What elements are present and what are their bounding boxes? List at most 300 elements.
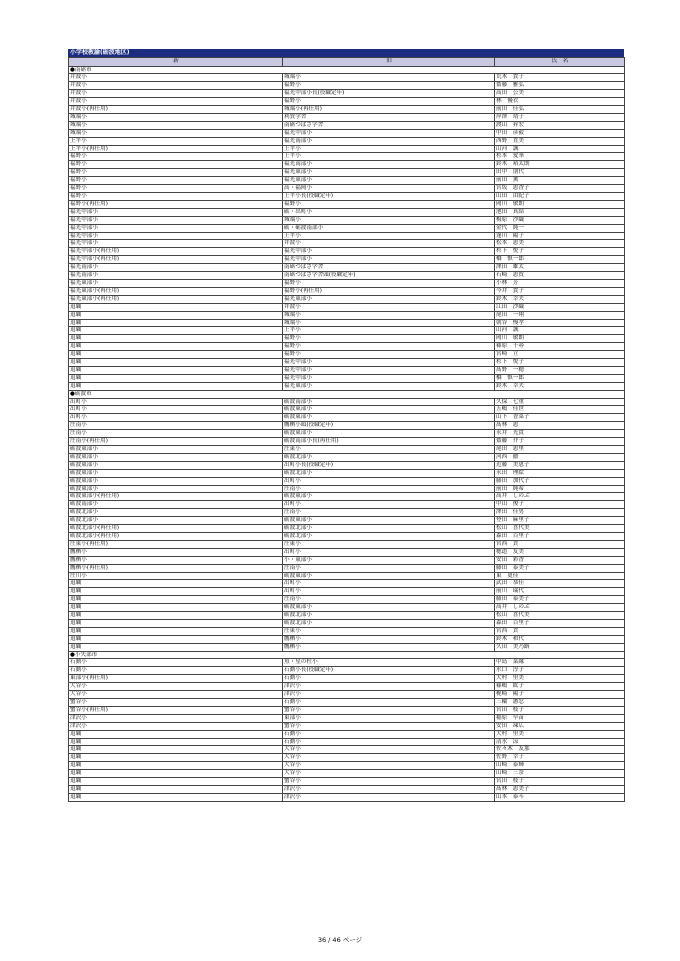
cell-person-name: 髙林 恵 bbox=[495, 422, 625, 430]
cell-old-school: 津沢小 bbox=[283, 691, 495, 699]
table-row bbox=[69, 374, 625, 382]
cell-person-name: 大村 里美 bbox=[495, 730, 625, 738]
table-row bbox=[69, 327, 625, 335]
cell-old-school: 利賀学舎 bbox=[283, 113, 495, 121]
table-row bbox=[69, 619, 625, 627]
table-row bbox=[69, 129, 625, 137]
cell-person-name: 橋 慎一郎 bbox=[495, 374, 625, 382]
cell-old-school: 上平小 bbox=[283, 145, 495, 153]
cell-person-name: 松本 恵美 bbox=[495, 240, 625, 248]
cell-new-school: 退職 bbox=[69, 643, 283, 651]
cell-old-school: 福光中部小 bbox=[283, 374, 495, 382]
cell-person-name: 松山 喜代美 bbox=[495, 525, 625, 533]
cell-old-school: 上平小 bbox=[283, 327, 495, 335]
cell-old-school: 南砺つばさ学舎 bbox=[283, 121, 495, 129]
cell-new-school: 福光東部小(再任用) bbox=[69, 295, 283, 303]
cell-old-school: 石動小 bbox=[283, 675, 495, 683]
cell-old-school: 福野小 bbox=[283, 82, 495, 90]
cell-new-school: 石動小 bbox=[69, 659, 283, 667]
table-row bbox=[69, 778, 625, 786]
cell-old-school: 砺・出町小 bbox=[283, 208, 495, 216]
cell-old-school: 出町小 bbox=[283, 501, 495, 509]
cell-person-name: 藤田 泰美子 bbox=[495, 596, 625, 604]
cell-new-school: 砺波東部小 bbox=[69, 461, 283, 469]
cell-old-school: 福光中部小 bbox=[283, 366, 495, 374]
cell-old-school: 東部小 bbox=[283, 714, 495, 722]
cell-new-school: 退職 bbox=[69, 754, 283, 762]
cell-new-school: 津沢小 bbox=[69, 722, 283, 730]
cell-old-school: 福光東部小 bbox=[283, 382, 495, 390]
cell-new-school: 退職 bbox=[69, 778, 283, 786]
cell-person-name: 穂道 友美 bbox=[495, 548, 625, 556]
cell-person-name: 岡川 敏朗 bbox=[495, 200, 625, 208]
cell-person-name: 宮田 枝子 bbox=[495, 706, 625, 714]
table-row bbox=[69, 509, 625, 517]
cell-person-name: 高井 しのぶ bbox=[495, 493, 625, 501]
cell-old-school: 大谷小 bbox=[283, 754, 495, 762]
cell-old-school: 蟹谷小 bbox=[283, 722, 495, 730]
cell-person-name: 前川 瑞代 bbox=[495, 588, 625, 596]
cell-person-name: 金代 純一 bbox=[495, 224, 625, 232]
table-row bbox=[69, 580, 625, 588]
table-row bbox=[69, 169, 625, 177]
cell-old-school: 庄南小 bbox=[283, 485, 495, 493]
cell-person-name: 東 更佳 bbox=[495, 572, 625, 580]
cell-old-school: 蟹谷小 bbox=[283, 706, 495, 714]
cell-person-name: 高井 しのぶ bbox=[495, 604, 625, 612]
cell-person-name: 三輪 憲忍 bbox=[495, 699, 625, 707]
table-body bbox=[69, 66, 625, 801]
cell-new-school: 退職 bbox=[69, 762, 283, 770]
cell-old-school: 砺波東部小 bbox=[283, 414, 495, 422]
cell-old-school: 鷹栖小頭(役職定年) bbox=[283, 422, 495, 430]
cell-new-school: 福野小 bbox=[69, 177, 283, 185]
cell-new-school: 出町小 bbox=[69, 406, 283, 414]
table-row bbox=[69, 446, 625, 454]
table-row bbox=[69, 414, 625, 422]
cell-new-school: 福光中部小 bbox=[69, 232, 283, 240]
cell-old-school: 石動小 bbox=[283, 738, 495, 746]
cell-old-school: 小・東部小 bbox=[283, 556, 495, 564]
table-row bbox=[69, 256, 625, 264]
table-row bbox=[69, 303, 625, 311]
table-row bbox=[69, 422, 625, 430]
table-row bbox=[69, 612, 625, 620]
table-row bbox=[69, 525, 625, 533]
table-row bbox=[69, 706, 625, 714]
table-row bbox=[69, 469, 625, 477]
cell-old-school: 津沢小 bbox=[283, 793, 495, 801]
cell-old-school: 福光東部小 bbox=[283, 169, 495, 177]
table-row bbox=[69, 272, 625, 280]
table-row bbox=[69, 185, 625, 193]
table-row bbox=[69, 359, 625, 367]
cell-person-name: 登田 麻里子 bbox=[495, 517, 625, 525]
table-row bbox=[69, 588, 625, 596]
cell-old-school: 城端小(再任用) bbox=[283, 106, 495, 114]
cell-new-school: 砺波東部小 bbox=[69, 446, 283, 454]
table-row bbox=[69, 208, 625, 216]
cell-old-school: 福野小 bbox=[283, 343, 495, 351]
cell-old-school: 石動小 bbox=[283, 699, 495, 707]
cell-new-school: 福光中部小 bbox=[69, 240, 283, 248]
cell-new-school: 蟹谷小(再任用) bbox=[69, 706, 283, 714]
cell-new-school: 鷹栖小(再任用) bbox=[69, 564, 283, 572]
cell-new-school: 庄南小 bbox=[69, 422, 283, 430]
cell-person-name: 橋 慎一郎 bbox=[495, 256, 625, 264]
cell-person-name: 荒木 貴子 bbox=[495, 74, 625, 82]
cell-person-name: 宮西 貢 bbox=[495, 627, 625, 635]
cell-old-school: 出町小 bbox=[283, 580, 495, 588]
cell-person-name: 梅原 沙織 bbox=[495, 216, 625, 224]
table-row bbox=[69, 145, 625, 153]
cell-old-school: 福光中部小 bbox=[283, 359, 495, 367]
cell-new-school: 退職 bbox=[69, 588, 283, 596]
table-row bbox=[69, 667, 625, 675]
cell-new-school: 福野小 bbox=[69, 169, 283, 177]
cell-person-name: 山田 由紀子 bbox=[495, 193, 625, 201]
table-row bbox=[69, 193, 625, 201]
cell-person-name: 石崎 恵賀 bbox=[495, 272, 625, 280]
cell-person-name: 山崎 泰輝 bbox=[495, 762, 625, 770]
cell-old-school: 福野小 bbox=[283, 200, 495, 208]
cell-new-school: 砺波東部小 bbox=[69, 469, 283, 477]
table-row bbox=[69, 691, 625, 699]
cell-person-name: 渡山 昇宏 bbox=[495, 121, 625, 129]
cell-new-school: 退職 bbox=[69, 382, 283, 390]
cell-new-school: 出町小 bbox=[69, 414, 283, 422]
cell-old-school: 福野小 bbox=[283, 279, 495, 287]
cell-new-school: 出町小 bbox=[69, 398, 283, 406]
cell-new-school: 退職 bbox=[69, 612, 283, 620]
cell-new-school: 石動小 bbox=[69, 667, 283, 675]
cell-old-school: 城端小 bbox=[283, 311, 495, 319]
table-row bbox=[69, 461, 625, 469]
cell-person-name: 今井 貴子 bbox=[495, 287, 625, 295]
cell-new-school: 大谷小 bbox=[69, 691, 283, 699]
table-row bbox=[69, 232, 625, 240]
transfer-table bbox=[68, 57, 625, 802]
cell-new-school: 退職 bbox=[69, 619, 283, 627]
table-row bbox=[69, 106, 625, 114]
cell-old-school: 上平小長(役職定年) bbox=[283, 193, 495, 201]
cell-new-school: 福光南部小 bbox=[69, 272, 283, 280]
section-label: ●砺波市 bbox=[69, 390, 625, 398]
cell-new-school: 上平小 bbox=[69, 137, 283, 145]
cell-old-school: 砺波東部小 bbox=[283, 604, 495, 612]
table-row bbox=[69, 501, 625, 509]
cell-old-school: 庄東小 bbox=[283, 446, 495, 454]
cell-new-school: 城端小 bbox=[69, 113, 283, 121]
cell-new-school: 福野小 bbox=[69, 161, 283, 169]
cell-old-school: 砺波北部小 bbox=[283, 532, 495, 540]
table-row bbox=[69, 659, 625, 667]
cell-person-name: 齋藤 雅弘 bbox=[495, 82, 625, 90]
table-row bbox=[69, 366, 625, 374]
cell-new-school: 退職 bbox=[69, 785, 283, 793]
cell-person-name: 梶崎 陽子 bbox=[495, 691, 625, 699]
cell-old-school: 砺波東部小 bbox=[283, 430, 495, 438]
cell-old-school: 砺波北部小 bbox=[283, 612, 495, 620]
table-row bbox=[69, 177, 625, 185]
header-row bbox=[69, 58, 625, 67]
section-label: ●南砺市 bbox=[69, 66, 625, 74]
cell-new-school: 城端小 bbox=[69, 121, 283, 129]
table-row bbox=[69, 699, 625, 707]
cell-new-school: 庄東小(再任用) bbox=[69, 540, 283, 548]
cell-new-school: 福光南部小 bbox=[69, 264, 283, 272]
table-row bbox=[69, 264, 625, 272]
table-row bbox=[69, 722, 625, 730]
cell-new-school: 福野小(再任用) bbox=[69, 200, 283, 208]
cell-new-school: 井波小 bbox=[69, 98, 283, 106]
cell-person-name: 杉下 悦子 bbox=[495, 248, 625, 256]
cell-old-school: 出町小 bbox=[283, 588, 495, 596]
cell-person-name: 森田 百里子 bbox=[495, 619, 625, 627]
cell-person-name: 杉下 悦子 bbox=[495, 359, 625, 367]
table-row bbox=[69, 430, 625, 438]
personnel-sheet bbox=[68, 49, 624, 802]
table-row bbox=[69, 596, 625, 604]
cell-old-school: 庄東小 bbox=[283, 627, 495, 635]
cell-new-school: 砺波北部小(再任用) bbox=[69, 532, 283, 540]
cell-person-name: 武田 恭佳 bbox=[495, 580, 625, 588]
cell-old-school: 鷹栖小 bbox=[283, 643, 495, 651]
cell-new-school: 退職 bbox=[69, 793, 283, 801]
cell-new-school: 退職 bbox=[69, 374, 283, 382]
cell-old-school: 砺・砺波南部小 bbox=[283, 224, 495, 232]
cell-new-school: 井波小(再任用) bbox=[69, 106, 283, 114]
cell-new-school: 城端小 bbox=[69, 129, 283, 137]
cell-person-name: 山崎 三奈 bbox=[495, 770, 625, 778]
cell-old-school: 石動小 bbox=[283, 730, 495, 738]
cell-old-school: 砺波北部小 bbox=[283, 453, 495, 461]
table-row bbox=[69, 643, 625, 651]
cell-person-name: 宮崎 立 bbox=[495, 351, 625, 359]
table-row bbox=[69, 540, 625, 548]
cell-new-school: 福光中部小(再任用) bbox=[69, 248, 283, 256]
cell-old-school: 井波小 bbox=[283, 303, 495, 311]
cell-old-school: 南砺つばさ学舎 bbox=[283, 264, 495, 272]
cell-old-school: 城端小 bbox=[283, 74, 495, 82]
cell-new-school: 退職 bbox=[69, 311, 283, 319]
cell-new-school: 退職 bbox=[69, 738, 283, 746]
cell-person-name: 高田 公美 bbox=[495, 90, 625, 98]
cell-person-name: 佐野 幸子 bbox=[495, 754, 625, 762]
cell-new-school: 退職 bbox=[69, 746, 283, 754]
cell-person-name: 藤田 加代子 bbox=[495, 477, 625, 485]
table-row bbox=[69, 240, 625, 248]
cell-person-name: 中田 彦毅 bbox=[495, 129, 625, 137]
cell-person-name: 齋藤 介子 bbox=[495, 438, 625, 446]
cell-new-school: 退職 bbox=[69, 730, 283, 738]
cell-new-school: 福光中部小 bbox=[69, 224, 283, 232]
table-row bbox=[69, 311, 625, 319]
cell-old-school: 砺波東部小 bbox=[283, 493, 495, 501]
table-row bbox=[69, 738, 625, 746]
cell-person-name: 岸澤 靖子 bbox=[495, 113, 625, 121]
header-new: 新 bbox=[69, 58, 283, 67]
cell-old-school: 高・福岡小 bbox=[283, 185, 495, 193]
cell-new-school: 退職 bbox=[69, 366, 283, 374]
table-row bbox=[69, 556, 625, 564]
cell-new-school: 井波小 bbox=[69, 90, 283, 98]
cell-new-school: 退職 bbox=[69, 327, 283, 335]
cell-old-school: 砺波北部小 bbox=[283, 469, 495, 477]
cell-old-school: 鷹栖小 bbox=[283, 635, 495, 643]
cell-person-name: 前田 薫 bbox=[495, 177, 625, 185]
table-row bbox=[69, 517, 625, 525]
table-row bbox=[69, 438, 625, 446]
cell-person-name: 大村 里美 bbox=[495, 675, 625, 683]
cell-new-school: 福光中部小(再任用) bbox=[69, 256, 283, 264]
cell-old-school: 城端小 bbox=[283, 216, 495, 224]
cell-old-school: 福光中部小長(役職定年) bbox=[283, 90, 495, 98]
cell-new-school: 退職 bbox=[69, 580, 283, 588]
cell-person-name: 中島 菜縁 bbox=[495, 659, 625, 667]
cell-new-school: 福光中部小 bbox=[69, 216, 283, 224]
cell-person-name: 清水 涼 bbox=[495, 738, 625, 746]
table-row bbox=[69, 295, 625, 303]
page-number: 36 / 46 ページ bbox=[317, 936, 363, 944]
table-row bbox=[69, 98, 625, 106]
table-row bbox=[69, 604, 625, 612]
table-row bbox=[69, 406, 625, 414]
cell-person-name: 小林 芳 bbox=[495, 279, 625, 287]
table-row bbox=[69, 493, 625, 501]
cell-person-name: 前田 純希 bbox=[495, 485, 625, 493]
cell-person-name: 久保 七重 bbox=[495, 398, 625, 406]
cell-person-name: 篠原 千尋 bbox=[495, 343, 625, 351]
table-row bbox=[69, 200, 625, 208]
table-row bbox=[69, 635, 625, 643]
cell-new-school: 退職 bbox=[69, 596, 283, 604]
cell-new-school: 福光東部小 bbox=[69, 279, 283, 287]
table-row bbox=[69, 532, 625, 540]
cell-new-school: 鷹栖小 bbox=[69, 556, 283, 564]
cell-new-school: 退職 bbox=[69, 343, 283, 351]
cell-person-name: 尾田 恵里 bbox=[495, 446, 625, 454]
table-row bbox=[69, 730, 625, 738]
cell-new-school: 福野小 bbox=[69, 153, 283, 161]
cell-person-name: 宮坂 恵香子 bbox=[495, 185, 625, 193]
table-row bbox=[69, 746, 625, 754]
cell-person-name: 松山 喜代美 bbox=[495, 612, 625, 620]
cell-person-name: 中山 俊子 bbox=[495, 501, 625, 509]
cell-old-school: 福光中部小 bbox=[283, 256, 495, 264]
cell-person-name: 永田 理絵 bbox=[495, 469, 625, 477]
cell-old-school: 出町小 bbox=[283, 477, 495, 485]
cell-old-school: 上平小 bbox=[283, 153, 495, 161]
cell-old-school: 砺波南部小長(再任用) bbox=[283, 438, 495, 446]
cell-new-school: 大谷小 bbox=[69, 683, 283, 691]
cell-new-school: 福野小 bbox=[69, 185, 283, 193]
cell-person-name: 髙林 恵美子 bbox=[495, 785, 625, 793]
cell-old-school: 魚・星の杜小 bbox=[283, 659, 495, 667]
table-row bbox=[69, 319, 625, 327]
cell-old-school: 砺波北部小 bbox=[283, 619, 495, 627]
cell-person-name: 藤田 泰美子 bbox=[495, 564, 625, 572]
table-row bbox=[69, 90, 625, 98]
cell-old-school: 井波小 bbox=[283, 240, 495, 248]
cell-person-name: 篠嶋 紘子 bbox=[495, 683, 625, 691]
cell-person-name: 尾田 一翔 bbox=[495, 311, 625, 319]
cell-person-name: 前田 佳弘 bbox=[495, 106, 625, 114]
cell-person-name: 池田 真結 bbox=[495, 208, 625, 216]
cell-old-school: 庄東小 bbox=[283, 540, 495, 548]
table-row bbox=[69, 548, 625, 556]
cell-old-school: 福野小 bbox=[283, 335, 495, 343]
table-row bbox=[69, 785, 625, 793]
cell-person-name: 近藤 美恵子 bbox=[495, 461, 625, 469]
section-label: ●小矢部市 bbox=[69, 651, 625, 659]
cell-person-name: 宮西 貢 bbox=[495, 540, 625, 548]
cell-person-name: 河西 徹 bbox=[495, 453, 625, 461]
cell-old-school: 津沢小 bbox=[283, 785, 495, 793]
cell-new-school: 砺波東部小 bbox=[69, 477, 283, 485]
cell-person-name: 鈴木 和代 bbox=[495, 635, 625, 643]
cell-new-school: 退職 bbox=[69, 319, 283, 327]
cell-old-school: 大谷小 bbox=[283, 770, 495, 778]
table-row bbox=[69, 335, 625, 343]
cell-person-name: 山河 誠 bbox=[495, 145, 625, 153]
cell-person-name: 鈴木 幸夫 bbox=[495, 295, 625, 303]
table-row bbox=[69, 714, 625, 722]
cell-new-school: 井波小 bbox=[69, 74, 283, 82]
cell-new-school: 砺波北部小 bbox=[69, 517, 283, 525]
cell-old-school: 福野小 bbox=[283, 351, 495, 359]
table-row bbox=[69, 382, 625, 390]
cell-new-school: 庄川小 bbox=[69, 572, 283, 580]
cell-person-name: 蓬川 陽子 bbox=[495, 232, 625, 240]
cell-person-name: 朝谷 慢孝 bbox=[495, 319, 625, 327]
table-row bbox=[69, 82, 625, 90]
cell-old-school: 砺波東部小 bbox=[283, 517, 495, 525]
table-row bbox=[69, 248, 625, 256]
cell-old-school: 石動小長(役職定年) bbox=[283, 667, 495, 675]
cell-old-school: 福光南部小 bbox=[283, 161, 495, 169]
table-row bbox=[69, 683, 625, 691]
table-row bbox=[69, 477, 625, 485]
table-row bbox=[69, 627, 625, 635]
header-name: 氏 名 bbox=[495, 58, 625, 67]
section-row bbox=[69, 651, 625, 659]
cell-new-school: 蟹谷小 bbox=[69, 699, 283, 707]
cell-new-school: 砺波東部小 bbox=[69, 485, 283, 493]
table-row bbox=[69, 121, 625, 129]
cell-person-name: 佐々木 友那 bbox=[495, 746, 625, 754]
table-row bbox=[69, 224, 625, 232]
cell-old-school: 南砺つばさ学舎頭(役職定年) bbox=[283, 272, 495, 280]
table-row bbox=[69, 762, 625, 770]
cell-old-school: 福光南部小 bbox=[283, 137, 495, 145]
cell-person-name: 澤田 雄太 bbox=[495, 264, 625, 272]
table-row bbox=[69, 351, 625, 359]
cell-new-school: 東部小(再任用) bbox=[69, 675, 283, 683]
cell-old-school: 福光中部小 bbox=[283, 129, 495, 137]
cell-new-school: 鷹栖小 bbox=[69, 548, 283, 556]
cell-new-school: 砺波北部小 bbox=[69, 509, 283, 517]
cell-new-school: 砺波東部小 bbox=[69, 453, 283, 461]
cell-old-school: 砺波北部小 bbox=[283, 525, 495, 533]
cell-old-school: 庄南小 bbox=[283, 509, 495, 517]
cell-person-name: 澤田 佳男 bbox=[495, 509, 625, 517]
cell-old-school: 福野小 bbox=[283, 98, 495, 106]
cell-person-name: 五嶋 佳世 bbox=[495, 406, 625, 414]
table-row bbox=[69, 216, 625, 224]
cell-new-school: 退職 bbox=[69, 303, 283, 311]
cell-old-school: 砺波南部小 bbox=[283, 398, 495, 406]
